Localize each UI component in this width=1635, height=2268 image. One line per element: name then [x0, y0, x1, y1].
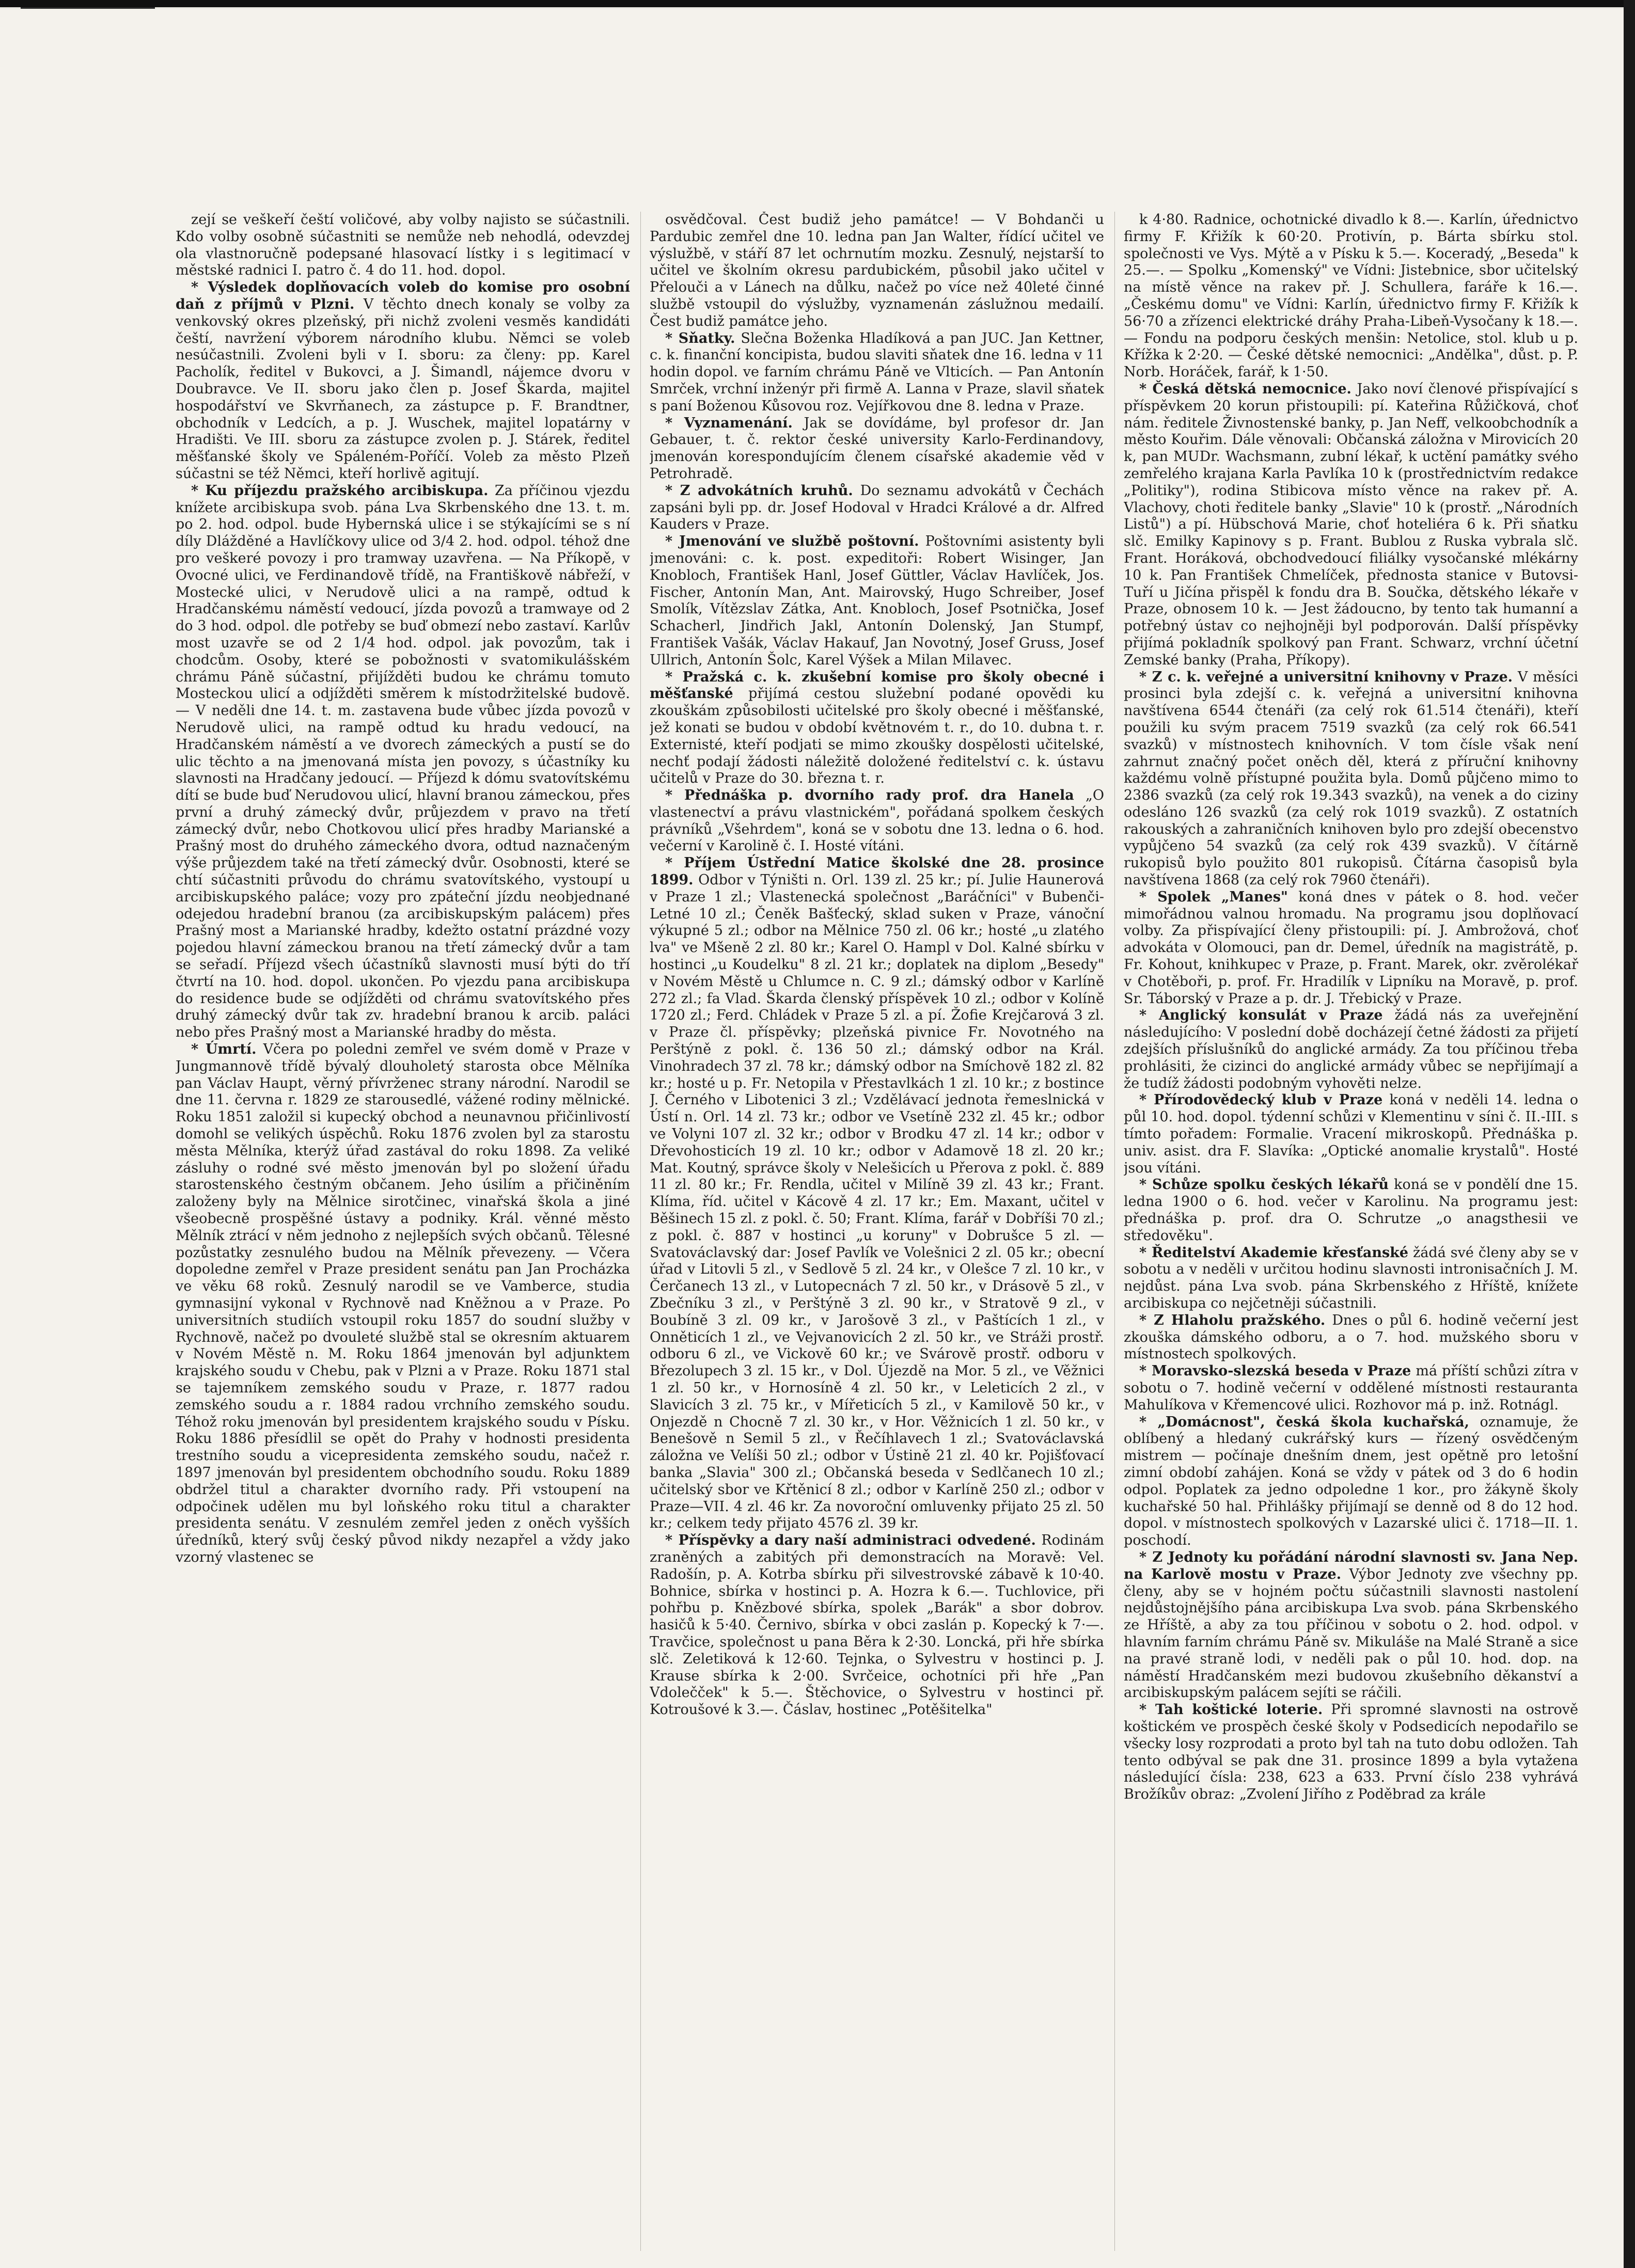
article-heading: * „Domácnost", česká škola kuchařská,: [1139, 1414, 1470, 1430]
column-2: [650, 212, 1104, 2256]
article-paragraph: [1124, 1414, 1578, 1549]
header-rule: [21, 7, 155, 9]
article-text: Odbor v Týništi n. Orl. 139 zl. 25 kr.; pí. Julie Haunerová v Praze 1 zl.; Vlastenecká společnost „Baráčníci" v Bubenči-Letné 10 zl.; Čeněk Bašťecký, sklad suken v Praze, vánoční výkupné 5 zl.; odbor na Mělnice 750 zl. 06 kr.; hosté „u zlatého lva" ve Mšeně 2 zl. 80 kr.; Karel O. Hampl v Dol. Kalné sbírku v hostinci „u Koudelku" 8 zl. 21 kr.; doplatek na diplom „Besedy" v Novém Městě u Chlumce n. C. 9 zl.; dámský odbor v Karlíně 272 zl.; fa Vlad. Škarda členský příspěvek 10 zl.; odbor v Kolíně 1720 zl.; Ferd. Chládek v Praze 5 zl. a pí. Žofie Krejčarová 3 zl. v Praze čl. příspěvky; plzeňská pivnice Fr. Novotného na Perštýně z pokl. č. 136 50 zl.; dámský odbor na Král. Vinohradech 37 zl. 78 kr.; dámský odbor na Smíchově 182 zl. 82 kr.; hosté u p. Fr. Netopila v Přestavlkách 1 zl. 10 kr.; z bostince J. Černého v Libotenici 3 zl.; Vzdělávací jednota řemeslnická v Ústí n. Orl. 14 zl. 73 kr.; odbor ve Vsetíně 232 zl. 45 kr.; odbor ve Volyni 107 zl. 32 kr.; odbor v Brodku 47 zl. 14 kr.; odbor v Dřevohosticích 19 zl. 10 kr.; odbor v Adamově 18 zl. 20 kr.; Mat. Koutný, správce školy v Nelešicích u Přerova z pokl. č. 889 11 zl. 80 kr.; Fr. Rendla, učitel v Milíně 39 zl. 43 kr.; Frant. Klíma, říd. učitel v Kácově 4 zl. 17 kr.; Em. Maxant, učitel v Běšinech 15 zl. z pokl. č. 50; Frant. Klíma, farář v Dobříši 70 zl.; z pokl. č. 887 v hostinci „u koruny" v Dobrušce 5 zl. — Svatováclavský dar: Josef Pavlík ve Volešnici 2 zl. 05 kr.; obecní úřad v Litovli 5 zl., v Sedlově 5 zl. 24 kr., v Olešce 7 zl. 10 kr., v Čerčanech 13 zl., v Lutopecnách 7 zl. 50 kr., v Drásově 5 zl., v Zbečníku 3 zl., v Perštýně 3 zl. 90 kr., v Stratově 9 zl., v Boubíně 3 zl. 09 kr., v Jarošově 3 zl., v Paštících 1 zl., v Onněticích 1 zl., ve Vejvanovicích 2 zl. 50 kr., ve Stráži prostř. odboru 6 zl., ve Vickově 60 kr.; ve Svárově prostř. odboru v Březolupech 3 zl. 15 kr., v Dol. Újezdě na Mor. 5 zl., ve Věžnici 1 zl. 50 kr., v Hornosíně 4 zl. 50 kr., v Leleticích 2 zl., v Slavicích 3 zl. 75 kr., v Mířeticích 5 zl., v Kamilově 50 kr., v Onjezdě n Chocně 7 zl. 30 kr., v Hor. Věžnicích 1 zl. 50 kr., v Benešově n Semil 5 zl., v Řečíhlavech 1 zl.; Svatováclavská záložna ve Velíši 50 zl.; odbor v Ústině 21 zl. 40 kr. Pojišťovací banka „Slavia" 300 zl.; Občanská beseda v Sedlčanech 10 zl.; učitelský sbor ve Křtěnicí 8 zl.; odbor v Karlíně 250 zl.; odbor v Praze—VII. 4 zl. 46 kr. Za novoroční omluvenky přijato 25 zl. 50 kr.; celkem tedy přijato 4576 zl. 39 kr.: [650, 872, 1104, 1532]
article-heading: * Moravsko-slezská beseda v Praze: [1139, 1363, 1411, 1379]
article-paragraph: [1124, 1092, 1578, 1177]
article-paragraph: [176, 212, 630, 279]
article-paragraph: [650, 212, 1104, 330]
article-heading: * Anglický konsulát v Praze: [1139, 1007, 1383, 1024]
article-text: koná dnes v pátek o 8. hod. večer mimořádnou valnou hromadu. Na programu jsou doplňovací volby. Za přispívající členy přistoupili: pí. J. Ambrožová, choť advokáta v Olomouci, pan dr. Demel, úředník na magistrátě, p. Fr. Kohout, knihkupec v Praze, p. Frant. Marek, okr. zvěrolékař v Chotěboři, p. prof. Fr. Hradilík v Lipníku na Moravě, p. prof. Sr. Táborský v Praze a p. dr. J. Třebický v Praze.: [1124, 889, 1578, 1007]
article-text: žádá nás za uveřejnění následujícího: V poslední době docházejí četné žádosti za přijetí zdejších příslušníků do anglické armády. Za tou příčinou třeba prohlásiti, že cizinci do anglické armády vůbec se nepřijímají a že tudíž žádosti podobným vyhověti nelze.: [1124, 1007, 1578, 1091]
article-heading: * Ku příjezdu pražského arcibiskupa.: [191, 482, 489, 499]
article-heading: * Vyznamenání.: [665, 415, 793, 431]
column-divider: [640, 212, 641, 2251]
article-heading: * Příspěvky a dary naší administraci odvedené.: [665, 1532, 1036, 1549]
article-paragraph: [1124, 1363, 1578, 1414]
article-heading: * Ředitelství Akademie křesťanské: [1139, 1244, 1409, 1261]
article-paragraph: [1124, 381, 1578, 669]
article-heading: * Z Hlaholu pražského.: [1139, 1312, 1326, 1328]
article-text: Za příčinou vjezdu knížete arcibiskupa svob. pána Lva Skrbenského dne 13. t. m. po 2. hod. odpol. bude Hybernská ulice i se stýkajícími se s ní díly Dlážděné a Havlíčkovy ulice od 3/4 2. hod. odpol. téhož dne pro veškeré povozy i pro tramway uzavřena. — Na Příkopě, v Ovocné ulici, ve Ferdinandově třídě, na Františkově nábřeží, v Mostecké ulici, v Nerudově ulici a na rampě, odtud k Hradčanskému náměstí vedoucí, jízda povozů a tramwaye od 2 do 3 hod. odpol. dle potřeby se buď obmezí nebo zastaví. Karlův most uzavře se od 2 1/4 hod. odpol. jak povozům, tak i chodcům. Osoby, které se pobožnosti v svatomikulášském chrámu Páně súčastní, přijížděti budou ke chrámu tomuto Mosteckou ulicí a odjížděti směrem k místodržitelské budově. — V neděli dne 14. t. m. zastavena bude vůbec jízda povozů v Nerudově ulici, na rampě odtud ku hradu vedoucí, na Hradčanském náměstí a ve dvorech zámeckých a pustí se do ulic těchto a na jmenovaná místa jen povozy, s účastníky ku slavnosti na Hradčany jedoucí. — Příjezd k dómu svatovítskému dítí se bude buď Nerudovou ulicí, hlavní branou zámeckou, přes první a druhý zámecký dvůr, průjezdem v pravo na třetí zámecký dvůr, nebo Chotkovou ulicí přes hradby Marianské a Prašný most do druhého zámeckého dvora, odtud naznačeným výše průjezdem také na třetí zámecký dvůr. Osobnosti, které se chtí súčastniti průvodu do chrámu svatovítského, vystoupí u arcibiskupského paláce; vozy pro zpáteční jízdu neobjednané odejedou hradební branou (za arcibiskupským palácem) přes Prašný most a Marianské hradby, kdežto ostatní prázdné vozy pojedou hlavní zámeckou branou na třetí zámecký dvůr a tam se seřadí. Příjezd všech účastníků slavnosti musí býti do tří čtvrtí na 10. hod. dopol. ukončen. Po vjezdu pana arcibiskupa do residence bude se odjížděti od chrámu svatovítského přes druhý zámecký dvůr tak zv. hradební branou k arcib. paláci nebo přes Prašný most a Marianské hradby do města.: [176, 482, 630, 1041]
article-heading: * Přírodovědecký klub v Praze: [1139, 1092, 1383, 1108]
article-text: Slečna Boženka Hladíková a pan JUC. Jan Kettner, c. k. finanční koncipista, budou slaviti sňatek dne 16. ledna v 11 hodin dopol. ve farním chrámu Páně ve Vlticích. — Pan Antonín Smrček, vrchní inženýr při firmě A. Lanna v Praze, slavil sňatek s paní Boženou Kůsovou roz. Vejířkovou dne 8. ledna v Praze.: [650, 330, 1104, 414]
column-3: [1124, 212, 1578, 2256]
article-heading: * Příjem Ústřední Matice školské dne 28. prosince 1899.: [650, 855, 1104, 889]
article-text: Poštovními asistenty byli jmenováni: c. k. post. expeditoři: Robert Wisinger, Jan Knobloch, František Hanl, Josef Güttler, Václav Havlíček, Jos. Fischer, Antonín Man, Ant. Mairovský, Hugo Schreiber, Josef Smolík, Vítězslav Zátka, Ant. Knobloch, Josef Psotnička, Josef Schacherl, Jindřich Jakl, Antonín Dolenský, Jan Stumpf, František Vašák, Václav Hakauf, Jan Novotný, Josef Gruss, Josef Ullrich, Antonín Šolc, Karel Výšek a Milan Milavec.: [650, 533, 1104, 668]
article-heading: * Spolek „Manes": [1139, 889, 1288, 905]
article-heading: * Z c. k. veřejné a universitní knihovny v Praze.: [1139, 669, 1513, 685]
article-text: koná se v pondělí dne 15. ledna 1900 o 6. hod. večer v Karolinu. Na programu jest: přednáška p. prof. dra O. Schrutze „o anagsthesii ve středověku".: [1124, 1177, 1578, 1244]
scan-border-right: [1624, 0, 1635, 2268]
article-paragraph: [176, 279, 630, 483]
article-paragraph: [176, 1041, 630, 1566]
article-paragraph: [650, 330, 1104, 415]
article-paragraph: [1124, 669, 1578, 889]
article-paragraph: [1124, 212, 1578, 381]
article-paragraph: [650, 1532, 1104, 1719]
article-text: V těchto dnech konaly se volby za venkovský okres plzeňský, při nichž zvoleni vesměs kandidáti čeští, navržení výborem národního klubu. Němci se voleb nesúčastnili. Zvoleni byli v I. sboru: za členy: pp. Karel Pacholík, ředitel v Bukovci, a J. Šimandl, nájemce dvoru v Doubravce. Ve II. sboru jako člen p. Josef Škarda, majitel hospodářství ve Skvrňanech, za zástupce p. F. Brandtner, obchodník v Ledcích, a p. J. Wuschek, majitel lopatárny v Hradišti. Ve III. sboru za zástupce zvolen p. J. Stárek, ředitel měšťanské školy ve Spáleném-Poříčí. Voleb za město Plzeň súčastni se též Němci, kteří horlivě agitují.: [176, 296, 630, 482]
article-text: Dnes o půl 6. hodině večerní jest zkouška dámského odboru, a o 7. hod. mužského sboru v místnostech spolkových.: [1124, 1312, 1578, 1362]
article-heading: * Česká dětská nemocnice.: [1139, 380, 1351, 397]
article-text: Rodinám zraněných a zabitých při demonstracích na Moravě: Vel. Radošín, p. A. Kotrba sbírku při silvestrovské zábavě k 10·40. Bohnice, sbírka v hostinci p. A. Hozra k 6.—. Tuchlovice, při pohřbu p. Knězbové sbírka, spolek „Barák" a sbor dobrov. hasičů k 5·40. Černivo, sbírka v obci zaslán p. Kopecký k 7·—. Travčice, společnost u pana Běra k 2·30. Loncká, při hře sbírka slč. Zeletiková k 12·60. Tejnka, o Sylvestru v hostinci p. J. Krause sbírka k 2·00. Svrčeice, ochotníci při hře „Pan Vdolečček" k 5.—. Štěchovice, o Sylvestru v hostinci př. Kotroušové k 3.—. Čáslav, hostinec „Potěšitelka": [650, 1532, 1104, 1718]
article-text: Včera po poledni zemřel ve svém domě v Praze v Jungmannově třídě bývalý dlouholetý starosta obce Mělníka pan Václav Haupt, věrný přívrženec strany národní. Narodil se dne 11. června r. 1829 ze starousedlé, vážené rodiny mělnické. Roku 1851 založil si kupecký obchod a neunavnou přičinlivostí domohl se velikých úspěchů. Roku 1876 zvolen byl za starostu města Mělníka, kterýž úřad zastával do roku 1898. Za veliké zásluhy o rodné své město jmenován byl po složení úřadu starostenského čestným občanem. Jeho úsilím a přičiněním založeny byly na Mělnice sirotčinec, vinařská škola a jiné všeobecně prospěšné ústavy a podniky. Král. věnné město Mělník ztrácí v něm jednoho z nejlepších svých občanů. Tělesné pozůstatky zesnulého budou na Mělník převezeny. — Včera dopoledne zemřel v Praze president senátu pan Jan Procházka ve věku 68 roků. Zesnulý narodil se ve Vamberce, studia gymnasijní vykonal v Rychnově nad Kněžnou a v Praze. Po universitních studiích vstoupil roku 1857 do soudní služby v Rychnově, načež po dvouleté službě stal se okresním aktuarem v Novém Městě n. M. Roku 1864 jmenován byl adjunktem krajského soudu v Chebu, pak v Plzni a v Praze. Roku 1871 stal se tajemníkem zemského soudu v Praze, r. 1877 radou zemského soudu a r. 1884 radou vrchního zemského soudu. Téhož roku jmenován byl presidentem krajského soudu v Písku. Roku 1886 přesídlil se opět do Prahy v hodnosti presidenta trestního soudu a vicepresidenta zemského soudu, načež r. 1897 jmenován byl presidentem obchodního soudu. Roku 1889 obdržel titul a charakter dvorního rady. Při vstoupení na odpočinek udělen mu byl loňského roku titul a charakter presidenta senátu. V zesnulém zemřel jeden z oněch vyšších úředníků, který svůj český původ nikdy nezapřel a vždy jako vzorný vlastenec se: [176, 1041, 630, 1565]
article-text: osvědčoval. Čest budiž jeho památce! — V Bohdanči u Pardubic zemřel dne 10. ledna pan Jan Walter, řídící učitel ve výslužbě, v stáří 87 let ochrnutím mozku. Zesnulý, nejstarší to učitel ve školním okresu pardubickém, působil jako učitel v Přelouči a v Lánech na důlku, načež po více než 40leté činné službě vstoupil do výslužby, vyznamenán záslužnou medailí. Čest budiž památce jeho.: [650, 212, 1104, 329]
article-paragraph: [650, 483, 1104, 533]
article-text: Jak se dovídáme, byl profesor dr. Jan Gebauer, t. č. rektor české university Karlo-Ferdinandovy, jmenován korespondujícím členem císařské akademie věd v Petrohradě.: [650, 415, 1104, 482]
article-text: oznamuje, že oblíbený a hledaný cukrářský kurs — řízený osvědčeným mistrem — počínaje dnešním dnem, jest opětně pro letošní zimní období zahájen. Koná se vždy v pátek od 3 do 6 hodin odpol. Poplatek za jedno odpoledne 1 kor., pro žákyně školy kuchařské 50 hal. Přihlášky přijímají se denně od 8 do 12 hod. dopol. v místnostech spolkových v Lazarské ulici č. 1718—II. 1. poschodí.: [1124, 1414, 1578, 1549]
article-text: k 4·80. Radnice, ochotnické divadlo k 8.—. Karlín, úřednictvo firmy F. Křižík k 60·20. Protivín, p. Bárta sbírku stol. společnosti ve Vys. Mýtě a v Písku k 5.—. Koceradý, „Beseda" k 25.—. — Spolku „Komenský" ve Vídni: Jistebnice, sbor učitelský na místě věnce na rakev př. J. Schullera, faráře k 16.—. „Českému domu" ve Vídni: Karlín, úřednictvo firmy F. Křižík k 56·70 a zřízenci elektrické dráhy Praha-Libeň-Vysočany k 18.—. — Fondu na podporu českých menšin: Netolice, stol. klub u p. Křížka k 2·20. — České dětské nemocnici: „Andělka", důst. p. P. Norb. Horáček, farář, k 1·50.: [1124, 212, 1578, 380]
article-heading: * Úmrtí.: [191, 1041, 257, 1058]
article-paragraph: [176, 483, 630, 1041]
article-heading: * Pražská c. k. zkušební komise pro školy obecné i měšťanské: [650, 669, 1104, 702]
article-paragraph: [650, 533, 1104, 669]
article-heading: * Výsledek doplňovacích voleb do komise pro osobní daň z příjmů v Plzni.: [176, 279, 630, 312]
article-heading: * Sňatky.: [665, 330, 735, 346]
article-heading: * Z advokátních kruhů.: [665, 482, 853, 499]
article-heading: * Tah koštické loterie.: [1139, 1702, 1323, 1718]
article-text: V měsíci prosinci byla zdejší c. k. veřejná a universitní knihovna navštívena 6544 čtenáři (za celý rok 61.514 čtenáři), kteří použili ku svým pracem 7519 svazků (za celý rok 66.541 svazků) v místnostech knihovních. V tom čísle však není zahrnut značný počet oněch děl, která z příruční knihovny každému volně přístupné použita byla. Domů půjčeno mimo to 2386 svazků (za celý rok 19.343 svazků), na venek a do ciziny odesláno 126 svazků (za celý rok 1019 svazků). Z ostatních rakouských a zahraničních knihoven bylo pro zdejší obecenstvo vypůjčeno 54 svazků (za celý rok 439 svazků). V čítárně rukopisů bylo použito 801 rukopisů. Čítárna časopisů byla navštívena 1868 (za celý rok 7960 čtenáři).: [1124, 669, 1578, 889]
article-heading: * Schůze spolku českých lékařů: [1139, 1177, 1389, 1193]
article-text: přijímá cestou služební podané opovědi ku zkouškám způsobilosti učitelské pro školy obecné i měšťanské, jež konati se budou v období květnovém t. r., do 10. dubna t. r. Externisté, kteří podjati se mimo zkoušky dospělosti učitelské, nechť podají žádosti náležitě doložené ředitelství c. k. ústavu učitelů v Praze do 30. března t. r.: [650, 686, 1104, 787]
article-text: Jako noví členové přispívající s příspěvkem 20 korun přistoupili: pí. Kateřina Růžičková, choť nám. ředitele Živnostenské banky, p. Jan Neff, velkoobchodník a město Kouřim. Dále věnovali: Občanská záložna v Mirovicích 20 k, pan MUDr. Wachsmann, zubní lékař, k uctění památky svého zemřelého krajana Karla Pavlíka 10 k (prostřednictvím redakce „Politiky"), rodina Stibicova místo věnce na rakev př. A. Vlachovy, choti ředitele banky „Slavie" 10 k (prostř. „Národních Listů") a pí. Hübschová Marie, choť hoteliéra 6 k. Při sňatku slč. Emilky Kapinovy s p. Frant. Bublou z Ruska vybrala slč. Frant. Horáková, obchodvedoucí filiálky vysočanské mlékárny 10 k. Pan František Chmelíček, přednosta stanice v Butovsi-Tuří u Jičína přispěl k fondu dra B. Součka, dětského lékaře v Praze, obnosem 10 k. — Jest žádoucno, by tento tak humanní a potřebný ústav co nejhojněji byl podporován. Další příspěvky přijímá pokladník spolkový pan Frant. Schwarz, vrchní účetní Zemské banky (Praha, Příkopy).: [1124, 380, 1578, 668]
article-heading: * Přednáška p. dvorního rady prof. dra Hanela: [665, 787, 1074, 804]
article-paragraph: [1124, 1549, 1578, 1702]
article-heading: * Z Jednoty ku pořádání národní slavnosti sv. Jana Nep. na Karlově mostu v Praze.: [1124, 1549, 1578, 1582]
article-paragraph: [1124, 1177, 1578, 1244]
article-paragraph: [650, 855, 1104, 1532]
article-paragraph: [650, 669, 1104, 788]
article-paragraph: [650, 415, 1104, 483]
scan-border-top: [0, 0, 1635, 7]
article-text: „O vlastenectví a právu vlastnickém", pořádaná spolkem českých právníků „Všehrdem", koná se v sobotu dne 13. ledna o 6. hod. večerní v Karolině č. I. Hosté vítáni.: [650, 787, 1104, 854]
article-text: žádá své členy aby se v sobotu a v neděli v určitou hodinu slavnosti intronisačních J. M. nejdůst. pána Lva svob. pána Skrbenského z Hříště, knížete arcibiskupa co nejčetněji súčastnili.: [1124, 1244, 1578, 1311]
article-paragraph: [1124, 1702, 1578, 1803]
article-text: Při spromné slavnosti na ostrově koštickém ve prospěch české školy v Podsedicích nepodařilo se všecky losy rozprodati a proto byl tah na tuto dobu odložen. Tah tento odbýval se pak dne 31. prosince 1899 a byla vytažena následující čísla: 238, 623 a 633. První číslo 238 vyhrává Brožíkův obraz: „Zvolení Jiřího z Poděbrad za krále: [1124, 1702, 1578, 1803]
article-heading: * Jmenování ve službě poštovní.: [665, 533, 919, 550]
article-paragraph: [1124, 1007, 1578, 1092]
article-paragraph: [1124, 889, 1578, 1008]
article-text: zejí se veškeří čeští voličové, aby volby najisto se súčastnili. Kdo volby osobně súčastniti se nemůže neb nehodlá, odevzdej ola vlastnoručně podepsané hlasovací lístky i s legitimací v městské radnici I. patro č. 4 do 11. hod. dopol.: [176, 212, 630, 279]
article-text: Do seznamu advokátů v Čechách zapsáni byli pp. dr. Josef Hodoval v Hradci Králové a dr. Alfred Kauders v Praze.: [650, 482, 1104, 533]
column-1: [176, 212, 630, 2256]
article-text: Výbor Jednoty zve všechny pp. členy, aby se v hojném počtu súčastnili slavnosti nastolení nejdůstojnějšího pána arcibiskupa Lva svob. pána Skrbenského ze Hříště, a aby za tou příčinou v sobotu o 2. hod. odpol. v hlavním farním chrámu Páně sv. Mikuláše na Malé Straně a sice na pravé straně lodi, v neděli pak o půl 10. hod. dop. na náměstí Hradčanském mezi budovou zkušebního děkanství a arcibiskupským palácem sejíti se ráčili.: [1124, 1566, 1578, 1701]
article-text: koná v neděli 14. ledna o půl 10. hod. dopol. týdenní schůzi v Klementinu v síni č. II.-III. s tímto pořadem: Formalie. Vracení mikroskopů. Přednáška p. univ. asist. dra F. Slavíka: „Optické anomalie krystalů". Hosté jsou vítáni.: [1124, 1092, 1578, 1176]
article-paragraph: [1124, 1245, 1578, 1312]
article-paragraph: [1124, 1312, 1578, 1363]
article-text: má příští schůzi zítra v sobotu o 7. hodině večerní v oddělené místnosti restauranta Mahulíkova v Křemencové ulici. Rozhovor má p. inž. Rotnágl.: [1124, 1363, 1578, 1413]
article-paragraph: [650, 787, 1104, 855]
column-divider: [1114, 212, 1115, 2251]
